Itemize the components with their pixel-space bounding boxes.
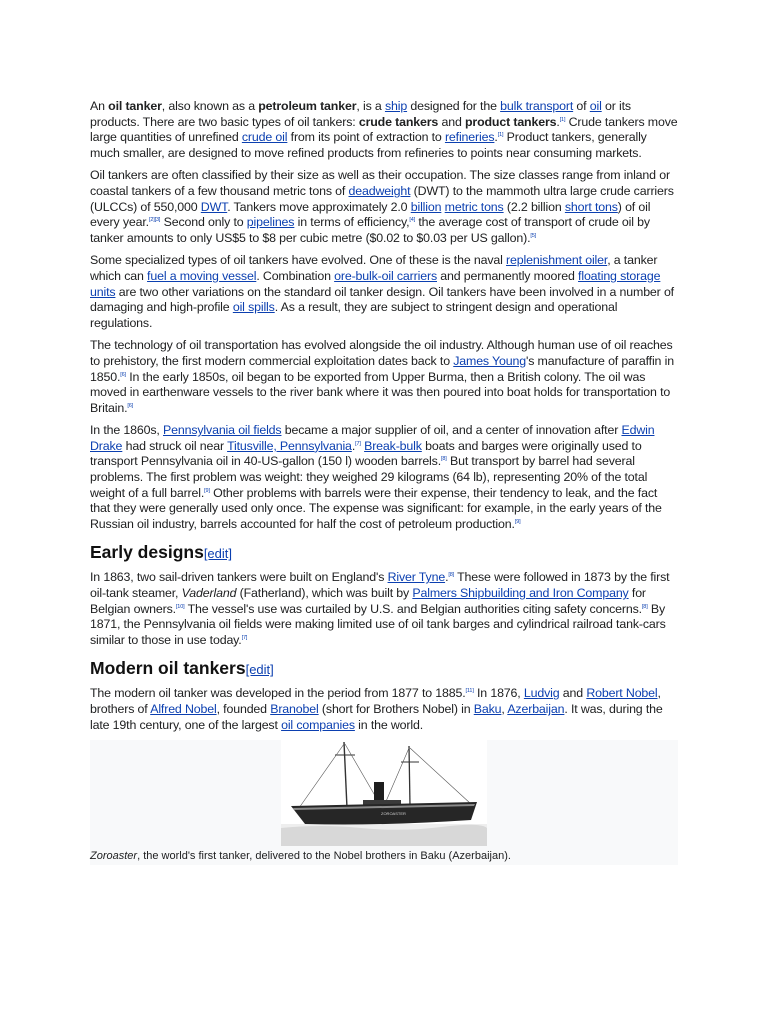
reference-link[interactable]: [10] [175, 603, 185, 610]
link-dwt[interactable]: DWT [200, 199, 228, 214]
reference-link[interactable]: [8] [448, 572, 455, 579]
link-river-tyne[interactable]: River Tyne [387, 570, 446, 585]
text: and [559, 686, 587, 701]
text: , [501, 702, 508, 716]
ship-name-marking: ZOROASTER [381, 811, 406, 817]
heading-text: Early designs [90, 542, 204, 563]
barrels-paragraph [90, 423, 678, 532]
text: or its products. There are two basic types of oil tankers: [90, 99, 631, 129]
text: , is a [356, 99, 385, 113]
link-ore-bulk-oil-carriers[interactable]: ore-bulk-oil carriers [334, 268, 437, 283]
text: These were followed in 1873 by the first oil-tank steamer, [90, 570, 670, 601]
text: An [90, 99, 109, 113]
reference-link[interactable]: [6] [127, 402, 134, 409]
term-crude-tankers: crude tankers [358, 114, 439, 129]
text: Crude tankers move large quantities of unrefined [90, 114, 678, 145]
reference-link[interactable]: [1] [559, 116, 566, 123]
text: (2.2 billion [503, 199, 565, 214]
link-oil[interactable]: oil [589, 99, 602, 113]
figure-caption [90, 850, 511, 863]
link-crude-oil[interactable]: crude oil [241, 130, 288, 145]
text: for Belgian owners. [90, 586, 646, 616]
link-oil-spills[interactable]: oil spills [232, 300, 275, 315]
edit-link[interactable]: [edit] [203, 546, 232, 562]
link-pennsylvania-oil-fields[interactable]: Pennsylvania oil fields [163, 423, 282, 438]
link-edwin-drake[interactable]: Edwin Drake [90, 423, 655, 453]
reference-link[interactable]: [4] [409, 217, 416, 224]
modern-tankers-paragraph [90, 686, 678, 733]
term-oil-tanker: oil tanker [108, 99, 162, 113]
intro-paragraph [90, 99, 678, 161]
text: In 1863, two sail-driven tankers were built on England's [90, 570, 388, 585]
section-heading-modern-oil-tankers [90, 658, 678, 680]
reference-link[interactable]: [2][3] [148, 217, 161, 224]
text: . [445, 570, 449, 585]
text: The technology of oil transportation has evolved alongside the oil industry. Although human use of oil reaches to prehistory, the first modern commercial exploitation dates back to [90, 338, 673, 368]
text: the average cost of transport of crude oil by tanker amounts to only US$5 to $8 per cubic metre ($0.02 to $0.03 per US gallon). [90, 215, 650, 245]
text: ) of oil every year. [90, 199, 651, 230]
term-product-tankers: product tankers [464, 114, 557, 129]
text: Other problems with barrels were their expense, their tendency to leak, and the fact that they were generally used only once. The expense was significant: for example, in the early years of the Russian oil industry, barrels accounted for half the cost of petroleum production. [90, 485, 662, 531]
link-break-bulk[interactable]: Break-bulk [364, 438, 422, 453]
reference-link[interactable]: [1] [497, 132, 504, 139]
link-palmers-shipbuilding[interactable]: Palmers Shipbuilding and Iron Company [412, 586, 629, 601]
section-heading-early-designs [90, 542, 678, 564]
text: designed for the [407, 99, 501, 113]
link-robert-nobel[interactable]: Robert Nobel [586, 686, 658, 701]
link-billion[interactable]: billion [410, 199, 442, 214]
text: (Fatherland), which was built by [236, 586, 413, 601]
link-alfred-nobel[interactable]: Alfred Nobel [150, 702, 217, 716]
edit-link[interactable]: [edit] [245, 662, 274, 678]
text: of [573, 99, 590, 113]
heading-text: Modern oil tankers [90, 658, 246, 679]
link-floating-storage-units[interactable]: floating storage units [90, 268, 661, 299]
early-designs-paragraph [90, 570, 678, 648]
text: (short for Brothers Nobel) in [318, 702, 474, 716]
link-deadweight[interactable]: deadweight [348, 183, 411, 198]
ship-name-vaderland: Vaderland [181, 586, 237, 601]
text: . Tankers move approximately 2.0 [227, 199, 411, 214]
link-ship[interactable]: ship [384, 99, 408, 113]
text: But transport by barrel had several problems. The first problem was weight: they weighed 29 kilograms (64 lb), representing 20% of the total weight of a full barrel. [90, 454, 648, 500]
text: The vessel's use was curtailed by U.S. and Belgian authorities citing safety concerns. [184, 601, 642, 616]
term-petroleum-tanker: petroleum tanker [258, 99, 357, 113]
text: Product tankers, generally much smaller, are designed to move refined products from refineries to points near consuming markets. [90, 130, 647, 160]
link-oil-companies[interactable]: oil companies [281, 717, 355, 732]
size-classes-paragraph [90, 168, 678, 246]
link-metric-tons[interactable]: metric tons [444, 199, 504, 214]
reference-link[interactable]: [7] [355, 440, 361, 447]
reference-link[interactable]: [9] [514, 518, 521, 525]
reference-link[interactable]: [6] [120, 371, 126, 378]
text: By 1871, the Pennsylvania oil fields were making limited use of oil tank barges and cylindrical railroad tank-cars similar to those in use today. [90, 601, 666, 647]
link-branobel[interactable]: Branobel [270, 702, 319, 716]
text: . As a result, they are subject to stringent design and operational regulations. [90, 300, 618, 330]
reference-link[interactable]: [7] [241, 634, 248, 641]
text: . [494, 130, 498, 145]
reference-link[interactable]: [9] [204, 487, 210, 494]
text: Some specialized types of oil tankers have evolved. One of these is the naval [90, 253, 507, 268]
text: In the early 1850s, oil began to be exported from Upper Burma, then a British colony. The oil was moved in earthenware vessels to the river bank where it was then poured into boat holds for transportation to Britain. [90, 369, 671, 415]
link-azerbaijan[interactable]: Azerbaijan [507, 702, 565, 716]
text: . Combination [256, 268, 335, 283]
specialized-types-paragraph [90, 253, 678, 331]
text: and [438, 114, 465, 129]
link-titusville[interactable]: Titusville, Pennsylvania [227, 438, 352, 453]
link-ludvig[interactable]: Ludvig [523, 686, 560, 701]
text: from its point of extraction to [287, 130, 445, 145]
article-body [90, 99, 678, 865]
link-refineries[interactable]: refineries [444, 130, 495, 145]
reference-link[interactable]: [11] [465, 688, 474, 695]
text: Oil tankers are often classified by their size as well as their occupation. The size classes range from inland or coastal tankers of a few thousand metric tons of [90, 168, 670, 198]
reference-link[interactable]: [5] [530, 232, 537, 239]
text: . [351, 438, 356, 453]
text: , also known as a [161, 99, 259, 113]
text: In the 1860s, [90, 423, 163, 438]
text: in the world. [354, 717, 424, 732]
text: . It was, during the late 19th century, one of the largest [90, 702, 663, 732]
text: , brothers of [90, 686, 661, 716]
text: . [556, 114, 560, 129]
text: boats and barges were originally used to transport Pennsylvania oil in 40-US-gallon (150 l) wooden barrels. [90, 438, 642, 469]
text: 's manufacture of paraffin in 1850. [90, 353, 674, 384]
link-replenishment-oiler[interactable]: replenishment oiler [506, 253, 608, 268]
text: , a tanker which can [90, 253, 658, 283]
technology-paragraph [90, 338, 678, 416]
text: and permanently moored [437, 268, 579, 283]
link-bulk-transport[interactable]: bulk transport [500, 99, 574, 113]
text: Second only to [160, 215, 247, 230]
text: (DWT) to the mammoth ultra large crude carriers (ULCCs) of 550,000 [90, 183, 674, 214]
link-short-tons[interactable]: short tons [564, 199, 618, 214]
link-james-young[interactable]: James Young [453, 353, 526, 368]
text: are two other variations on the standard oil tanker design. Oil tankers have been involved in a number of damaging and high-profile [90, 284, 674, 315]
link-pipelines[interactable]: pipelines [246, 215, 295, 230]
text: , founded [216, 702, 271, 716]
link-fuel-moving-vessel[interactable]: fuel a moving vessel [147, 268, 257, 283]
text: had struck oil near [122, 438, 228, 453]
caption-ship-name: Zoroaster [90, 850, 138, 863]
figure-zoroaster [90, 740, 678, 865]
reference-link[interactable]: [8] [441, 456, 447, 463]
text: In 1876, [473, 686, 524, 701]
reference-link[interactable]: [8] [641, 603, 648, 610]
zoroaster-ship-photo[interactable] [281, 740, 487, 846]
text: The modern oil tanker was developed in the period from 1877 to 1885. [90, 686, 466, 701]
caption-text: , the world's first tanker, delivered to the Nobel brothers in Baku (Azerbaijan). [137, 850, 511, 863]
text: became a major supplier of oil, and a center of innovation after [281, 423, 622, 438]
text: in terms of efficiency, [294, 215, 410, 230]
link-baku[interactable]: Baku [473, 702, 502, 716]
